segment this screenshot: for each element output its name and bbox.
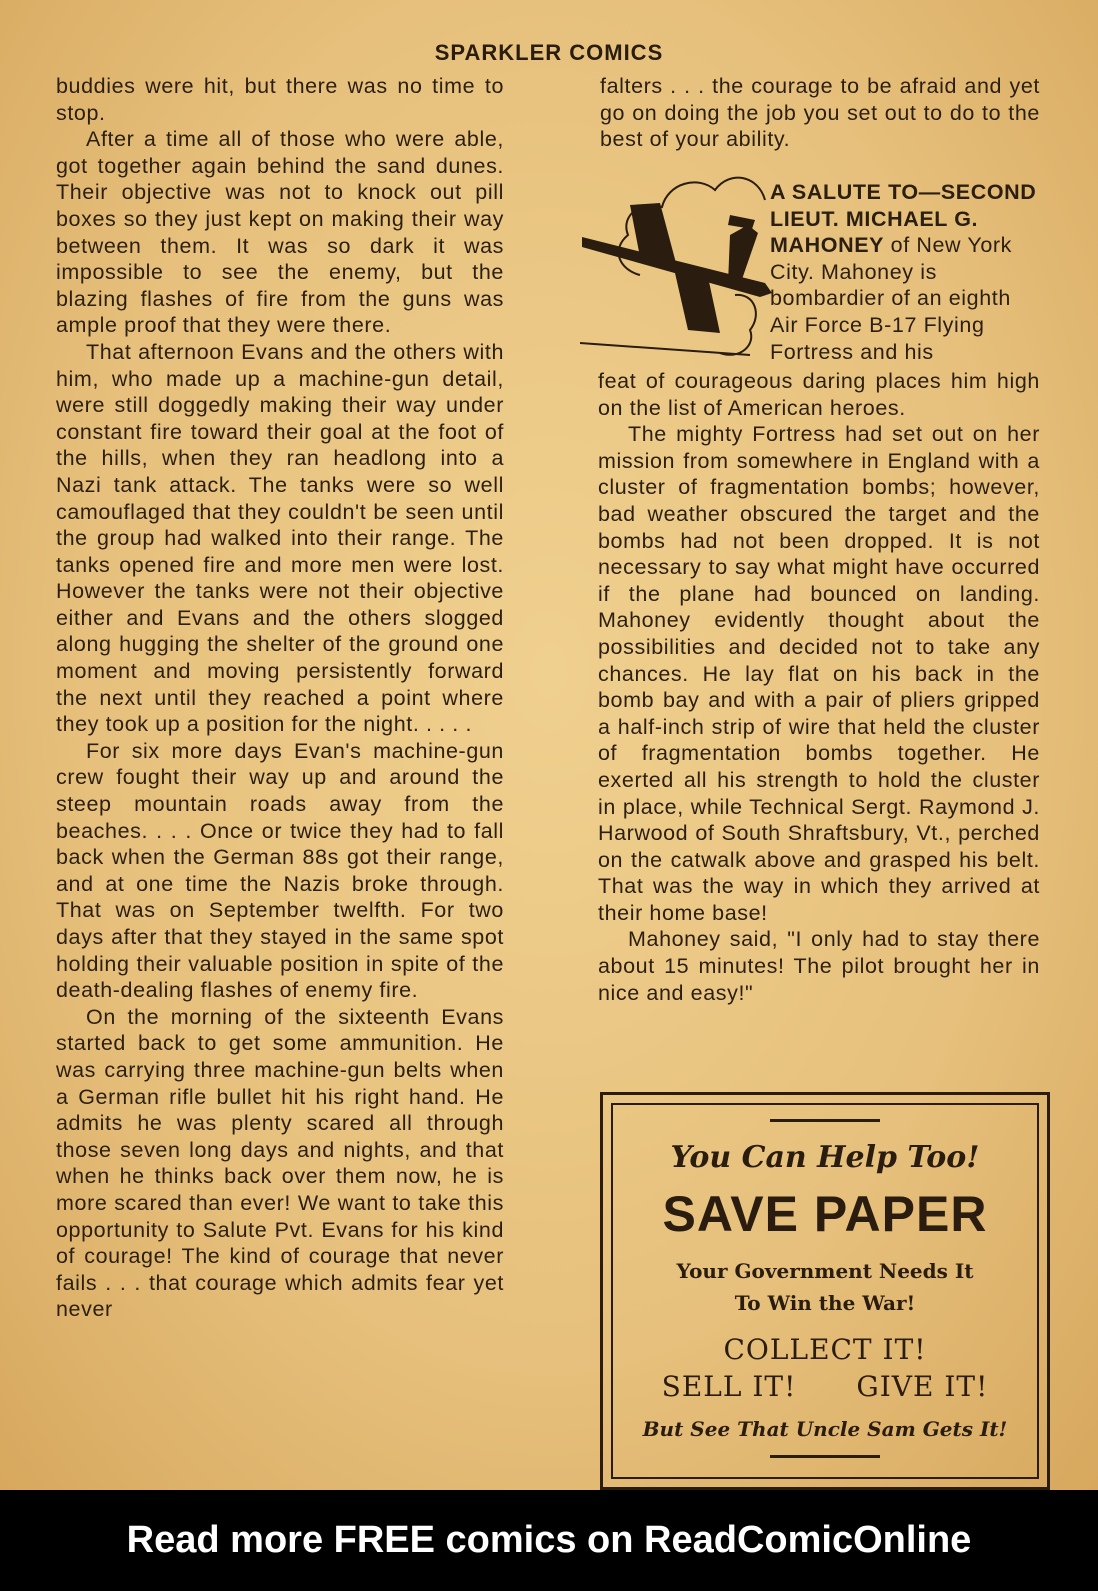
ad-collect: COLLECT IT! <box>723 1333 927 1366</box>
ad-bottom-rule <box>770 1455 880 1458</box>
right-paragraph-1: feat of courageous daring places him high on the list of American heroes. <box>598 369 1040 420</box>
ad-tagline: You Can Help Too! <box>670 1140 980 1175</box>
right-paragraph-3: Mahoney said, "I only had to stay there about 15 minutes! The pilot brought her in nice and easy!" <box>598 927 1040 1005</box>
ad-inner-frame <box>611 1103 1039 1479</box>
ad-top-rule <box>770 1119 880 1122</box>
ad-footer: But See That Uncle Sam Gets It! <box>642 1417 1008 1441</box>
ad-sell: SELL IT! <box>661 1370 797 1403</box>
left-paragraph-1: buddies were hit, but there was no time to stop. <box>56 74 504 125</box>
ad-sell-give <box>613 1370 1037 1403</box>
page-header: SPARKLER COMICS <box>434 40 664 65</box>
left-column <box>56 73 504 1323</box>
right-column-body <box>598 368 1040 1006</box>
right-top-paragraph: falters . . . the courage to be afraid and yet go on doing the job you set out to do to the best of your ability. <box>600 74 1040 152</box>
banner-text: Read more FREE comics on ReadComicOnline <box>126 1519 972 1561</box>
ad-give: GIVE IT! <box>856 1370 989 1403</box>
right-paragraph-2: The mighty Fortress had set out on her mission from somewhere in England with a cluster of fragmentation bombs; however, bad weather obscured the target and the bombs had not been dropped. It is not necessary to say what might have occurred if the plane had bounced on landing. Mahoney evidently thought about the possibilities and decided not to take any chances. He lay flat on his back in the bomb bay and with a pair of pliers gripped a half-inch strip of wire that held the cluster of fragmentation bombs together. He exerted all his strength to hold the cluster in place, while Technical Sergt. Raymond J. Harwood of South Shraftsbury, Vt., perched on the catwalk above and grasped his belt. That was the way in which they arrived at their home base! <box>598 422 1040 925</box>
salute-block <box>580 165 1050 370</box>
left-paragraph-3: That afternoon Evans and the others with him, who made up a machine-gun detail, were still doggedly making their way under constant fire toward their goal at the foot of the hills, when they ran headlong into a Nazi tank attack. The tanks were so well camouflaged that they couldn't be seen until the group had walked into their range. The tanks opened fire and more men were lost. However the tanks were not their objective either and Evans and the others slogged along hugging the shelter of the ground one moment and moving persistently forward the next until they reached a point where they took up a position for the night. . . . . <box>56 339 504 737</box>
ad-headline: SAVE PAPER <box>662 1186 988 1242</box>
readcomiconline-banner[interactable] <box>0 1490 1098 1591</box>
save-paper-ad <box>600 1092 1050 1490</box>
left-paragraph-2: After a time all of those who were able, got together again behind the sand dunes. Their objective was not to knock out pill boxes so they just kept on making their way between them. It was so dark it was impossible to see the enemy, but the blazing flashes of fire from the guns was ample proof that they were there. <box>56 127 504 338</box>
ad-line-1: Your Government Needs It <box>676 1259 974 1283</box>
left-paragraph-4: For six more days Evan's machine-gun crew fought their way up and around the steep mountain roads away from the beaches. . . . Once or twice they had to fall back when the German 88s got their range, and at one time the Nazis broke through. That was on September twelfth. For two days after that they stayed in the same spot holding their valuable position in spite of the death-dealing flashes of enemy fire. <box>56 738 504 1003</box>
salute-text <box>770 179 1040 365</box>
ad-line-2: To Win the War! <box>734 1291 916 1315</box>
right-column-top <box>600 73 1040 153</box>
left-paragraph-5: On the morning of the sixteenth Evans started back to get some ammunition. He was carrying three machine-gun belts when a German rifle bullet hit his right hand. He admits he was plenty scared all through those seven long days and nights, and that when he thinks back over them now, he is more scared than ever! We want to take this opportunity to Salute Pvt. Evans for his kind of courage! The kind of courage that never fails . . . that courage which admits fear yet never <box>56 1004 504 1322</box>
salute-lead: A SALUTE TO—SECOND LIEUT. MICHAEL G. MAHONEY <box>770 180 1037 258</box>
salute-rest: of New York City. Mahoney is bombardier of an eighth Air Force B-17 Flying Fortress and his <box>770 233 1013 364</box>
